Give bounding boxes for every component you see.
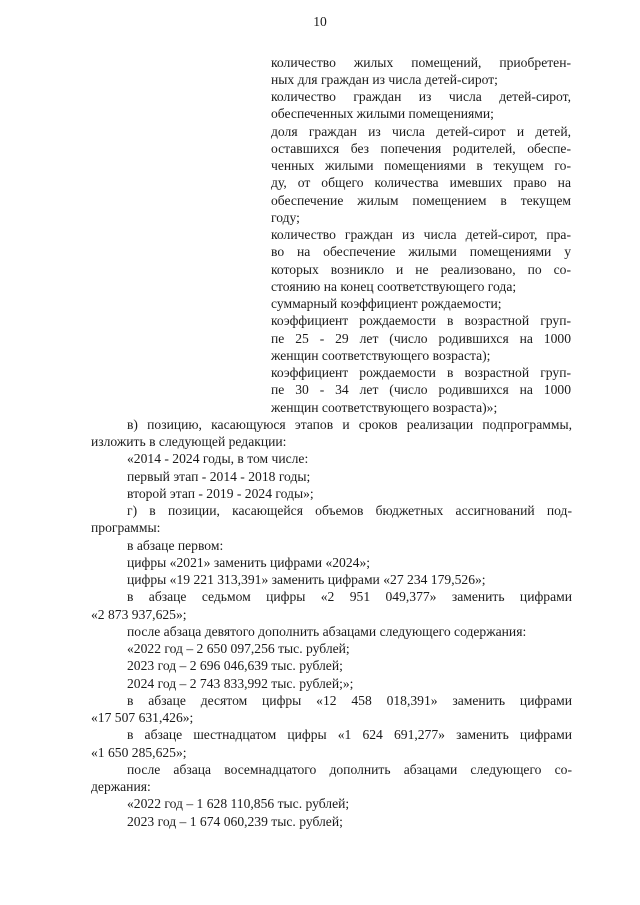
text-line: в абзаце первом: — [127, 538, 224, 553]
text-line: 2023 год – 1 674 060,239 тыс. рублей; — [127, 814, 343, 829]
text-line: в абзаце десятом цифры «12 458 018,391» заменить цифрами — [127, 693, 572, 708]
text-line: суммарный коэффициент рождаемости; — [271, 296, 502, 311]
text-line: «2022 год – 1 628 110,856 тыс. рублей; — [127, 796, 350, 811]
text-line: пе 30 - 34 лет (число родившихся на 1000 — [271, 382, 571, 397]
text-line: после абзаца девятого дополнить абзацами следующего содержания: — [127, 624, 527, 639]
page-number: 10 — [313, 14, 327, 29]
text-line: коэффициент рождаемости в возрастной груп- — [271, 313, 571, 328]
text-line: количество граждан из числа детей-сирот, — [271, 89, 571, 104]
text-line: первый этап - 2014 - 2018 годы; — [127, 469, 311, 484]
text-line: в) позицию, касающуюся этапов и сроков реализации подпрограммы, — [127, 417, 572, 432]
text-line: «1 650 285,625»; — [91, 745, 187, 760]
text-line: г) в позиции, касающейся объемов бюджетных ассигнований под- — [127, 503, 572, 518]
text-line: доля граждан из числа детей-сирот и детей, — [271, 124, 571, 139]
text-line: женщин соответствующего возраста)»; — [271, 400, 498, 415]
text-line: во на обеспечение жилыми помещениями у — [271, 244, 571, 259]
text-line: ченных жилыми помещениями в текущем го- — [271, 158, 571, 173]
text-line: «2022 год – 2 650 097,256 тыс. рублей; — [127, 641, 350, 656]
text-line: 2024 год – 2 743 833,992 тыс. рублей;»; — [127, 676, 354, 691]
text-line: году; — [271, 210, 300, 225]
text-line: держания: — [91, 779, 151, 794]
text-line: женщин соответствующего возраста); — [271, 348, 491, 363]
text-line: ных для граждан из числа детей-сирот; — [271, 72, 498, 87]
text-line: ду, от общего количества имевших право на — [271, 175, 571, 190]
text-line: коэффициент рождаемости в возрастной груп- — [271, 365, 571, 380]
text-line: «2 873 937,625»; — [91, 607, 187, 622]
text-line: стоянию на конец соответствующего года; — [271, 279, 517, 294]
text-line: изложить в следующей редакции: — [91, 434, 287, 449]
text-line: в абзаце седьмом цифры «2 951 049,377» заменить цифрами — [127, 589, 572, 604]
text-line: цифры «19 221 313,391» заменить цифрами «27 234 179,526»; — [127, 572, 486, 587]
text-line: программы: — [91, 520, 161, 535]
text-line: в абзаце шестнадцатом цифры «1 624 691,277» заменить цифрами — [127, 727, 572, 742]
text-line: «2014 - 2024 годы, в том числе: — [127, 451, 309, 466]
text-line: обеспеченных жилыми помещениями; — [271, 106, 494, 121]
text-line: «17 507 631,426»; — [91, 710, 194, 725]
text-line: после абзаца восемнадцатого дополнить абзацами следующего со- — [127, 762, 572, 777]
text-line: цифры «2021» заменить цифрами «2024»; — [127, 555, 371, 570]
text-line: 2023 год – 2 696 046,639 тыс. рублей; — [127, 658, 343, 673]
text-line: пе 25 - 29 лет (число родившихся на 1000 — [271, 331, 571, 346]
text-line: количество жилых помещений, приобретен- — [271, 55, 571, 70]
text-line: второй этап - 2019 - 2024 годы»; — [127, 486, 314, 501]
text-line: которых возникло и не реализовано, по со- — [271, 262, 571, 277]
text-line: оставшихся без попечения родителей, обеспе- — [271, 141, 571, 156]
text-line: количество граждан из числа детей-сирот, пра- — [271, 227, 571, 242]
text-line: обеспечение жилым помещением в текущем — [271, 193, 571, 208]
